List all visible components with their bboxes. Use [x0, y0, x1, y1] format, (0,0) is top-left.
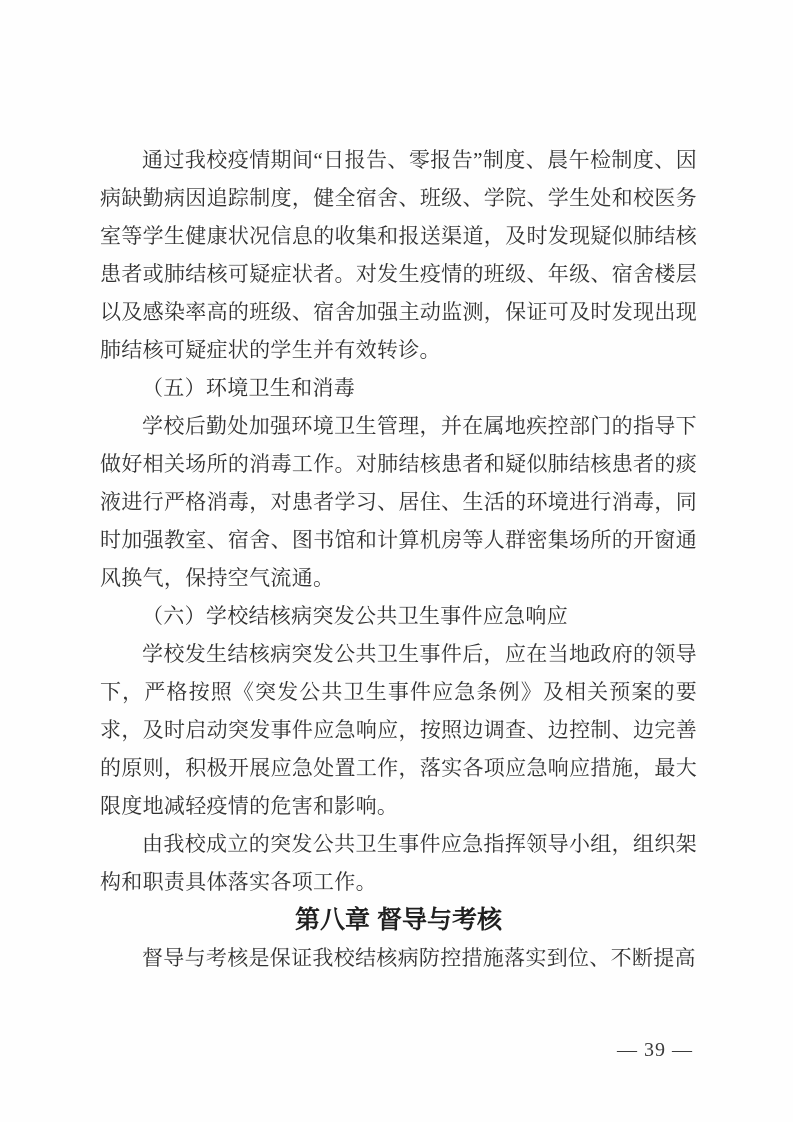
section-heading-6-emergency-response: （六）学校结核病突发公共卫生事件应急响应	[142, 604, 568, 628]
paragraph-emergency-response: 学校发生结核病突发公共卫生事件后，应在当地政府的领导下，严格按照《突发公共卫生事件应急条例》及相关预案的要求，及时启动突发事件应急响应，按照边调查、边控制、边完善的原则，积极开展应急处置工作，落实各项应急响应措施，最大限度地减轻疫情的危害和影响。	[100, 642, 697, 818]
page-content	[100, 141, 697, 977]
paragraph-leadership-group: 由我校成立的突发公共卫生事件应急指挥领导小组，组织架构和职责具体落实各项工作。	[100, 832, 697, 894]
chapter-heading-supervision-assessment: 第八章 督导与考核	[295, 906, 502, 934]
page-number: — 39 —	[617, 1039, 693, 1061]
paragraph-supervision-intro: 督导与考核是保证我校结核病防控措施落实到位、不断提高	[142, 946, 696, 970]
paragraph-disinfection: 学校后勤处加强环境卫生管理，并在属地疾控部门的指导下做好相关场所的消毒工作。对肺结核患者和疑似肺结核患者的痰液进行严格消毒，对患者学习、居住、生活的环境进行消毒，同时加强教室、宿舍、图书馆和计算机房等人群密集场所的开窗通风换气，保持空气流通。	[100, 414, 697, 590]
section-heading-5-environment-hygiene: （五）环境卫生和消毒	[142, 376, 355, 400]
paragraph-daily-report-system: 通过我校疫情期间“日报告、零报告”制度、晨午检制度、因病缺勤病因追踪制度，健全宿舍、班级、学院、学生处和校医务室等学生健康状况信息的收集和报送渠道，及时发现疑似肺结核患者或肺结核可疑症状者。对发生疫情的班级、年级、宿舍楼层以及感染率高的班级、宿舍加强主动监测，保证可及时发现出现肺结核可疑症状的学生并有效转诊。	[100, 148, 697, 362]
